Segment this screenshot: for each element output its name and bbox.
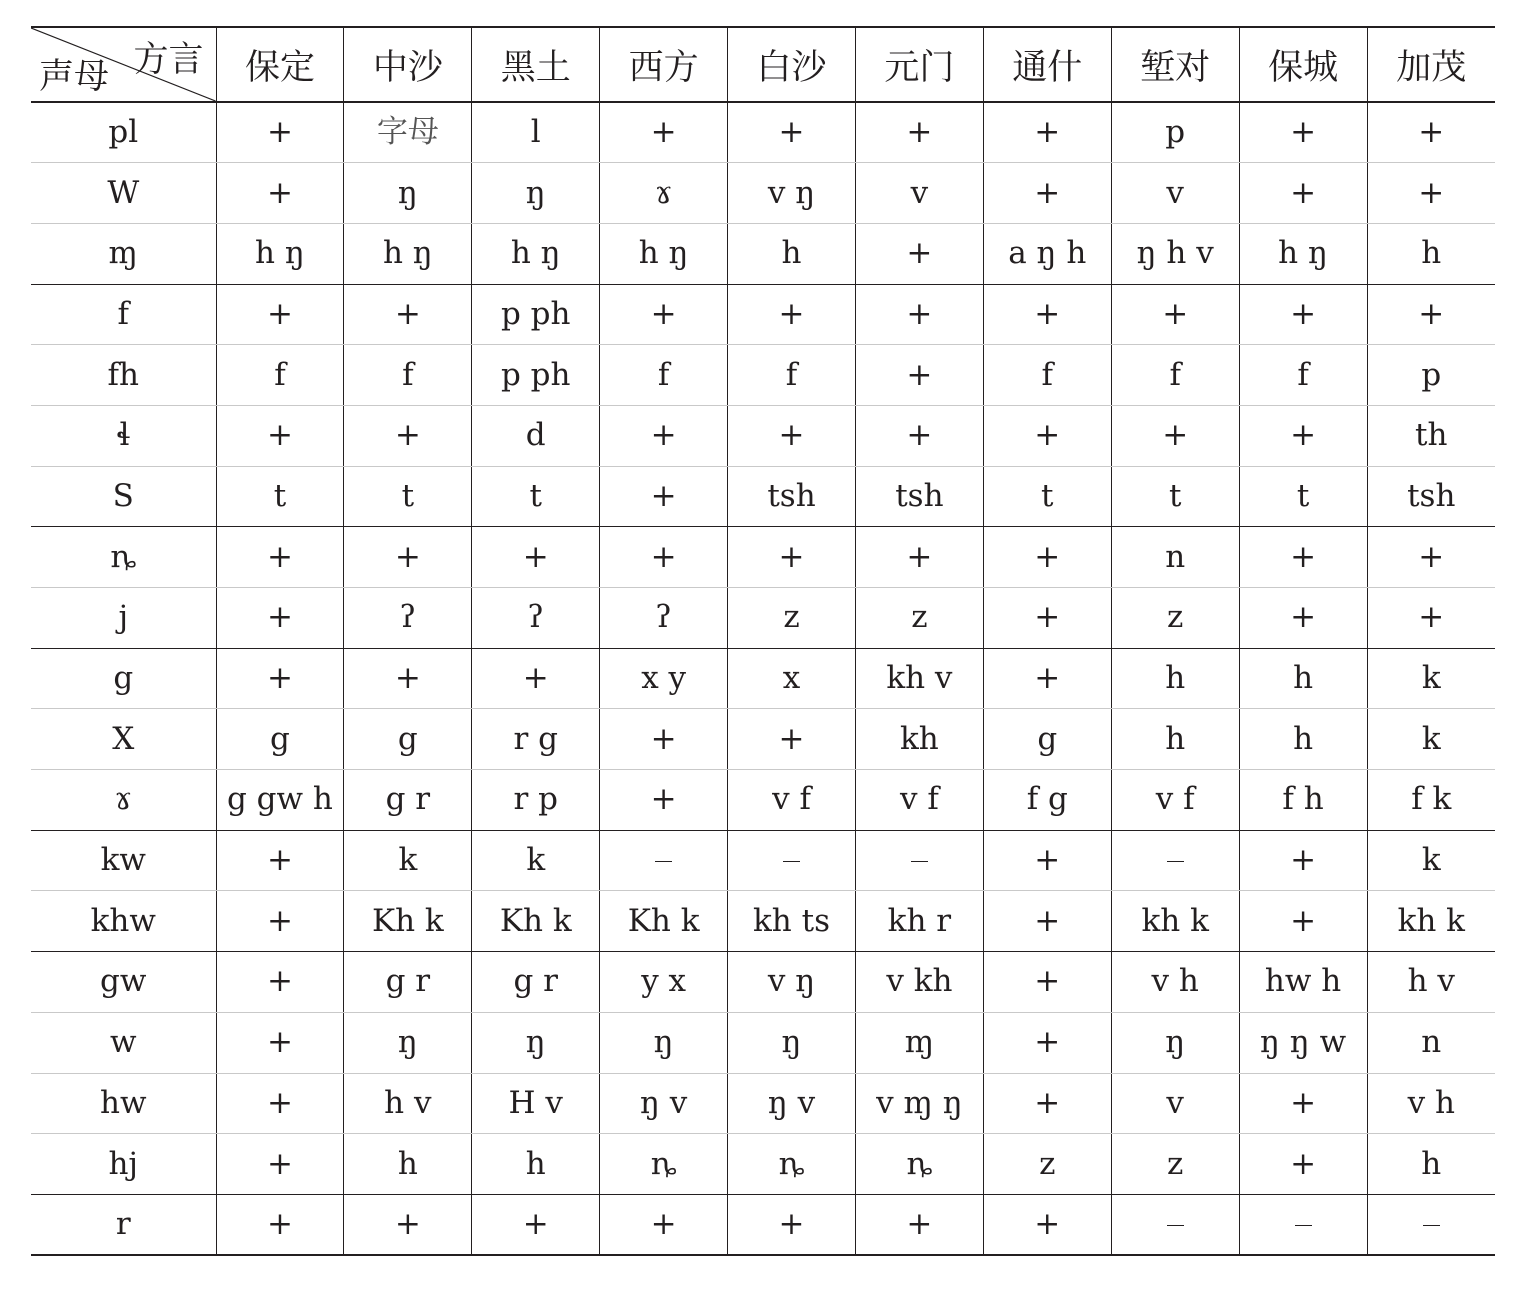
- reflex-cell: +: [216, 830, 344, 891]
- reflex-cell: ŋ v: [728, 1073, 856, 1134]
- reflex-cell: [1111, 830, 1239, 891]
- reflex-cell: +: [728, 709, 856, 770]
- reflex-cell: [1239, 1194, 1367, 1255]
- reflex-cell: +: [1239, 891, 1367, 952]
- reflex-cell: +: [600, 102, 728, 163]
- reflex-cell: r p: [472, 770, 600, 831]
- table-row: [31, 952, 1495, 1013]
- reflex-cell: t: [1239, 466, 1367, 527]
- reflex-cell: +: [344, 405, 472, 466]
- initials-comparison-table: [31, 26, 1495, 1256]
- reflex-cell: +: [600, 284, 728, 345]
- initial-cell: X: [31, 709, 216, 770]
- reflex-cell: f k: [1367, 770, 1495, 831]
- dash-mark: [911, 861, 928, 862]
- reflex-cell: +: [600, 466, 728, 527]
- reflex-cell: +: [855, 345, 983, 406]
- reflex-cell: +: [1239, 1073, 1367, 1134]
- reflex-cell: Kh k: [472, 891, 600, 952]
- table-row: [31, 770, 1495, 831]
- reflex-cell: +: [216, 1194, 344, 1255]
- reflex-cell: +: [728, 1194, 856, 1255]
- reflex-cell: +: [855, 527, 983, 588]
- reflex-cell: h: [1111, 709, 1239, 770]
- reflex-cell: g r: [344, 770, 472, 831]
- reflex-cell: +: [1367, 527, 1495, 588]
- dialect-header: 黑土: [472, 27, 600, 102]
- reflex-cell: f: [216, 345, 344, 406]
- reflex-cell: r g: [472, 709, 600, 770]
- reflex-cell: z: [1111, 1134, 1239, 1195]
- reflex-cell: +: [1239, 163, 1367, 224]
- reflex-cell: +: [1367, 588, 1495, 649]
- table-header: [31, 27, 1495, 102]
- reflex-cell: +: [983, 1012, 1111, 1073]
- dash-mark: [655, 861, 672, 862]
- reflex-cell: kh ts: [728, 891, 856, 952]
- reflex-cell: +: [216, 527, 344, 588]
- reflex-cell: p ph: [472, 345, 600, 406]
- dash-mark: [783, 861, 800, 862]
- reflex-cell: ɱ: [855, 1012, 983, 1073]
- reflex-cell: t: [983, 466, 1111, 527]
- reflex-cell: +: [600, 405, 728, 466]
- reflex-cell: +: [1111, 284, 1239, 345]
- reflex-cell: hw h: [1239, 952, 1367, 1013]
- dialect-header: 保城: [1239, 27, 1367, 102]
- reflex-cell: +: [600, 527, 728, 588]
- reflex-cell: [855, 830, 983, 891]
- reflex-cell: ŋ: [1111, 1012, 1239, 1073]
- table-row: [31, 588, 1495, 649]
- reflex-cell: n: [1367, 1012, 1495, 1073]
- reflex-cell: +: [1239, 588, 1367, 649]
- reflex-cell: h ŋ: [600, 223, 728, 284]
- reflex-cell: +: [216, 648, 344, 709]
- reflex-cell: v h: [1367, 1073, 1495, 1134]
- reflex-cell: +: [1239, 830, 1367, 891]
- initial-cell: gw: [31, 952, 216, 1013]
- reflex-cell: ʔ: [344, 588, 472, 649]
- reflex-cell: +: [728, 102, 856, 163]
- reflex-cell: [600, 830, 728, 891]
- reflex-cell: ȵ: [728, 1134, 856, 1195]
- table-row: [31, 830, 1495, 891]
- reflex-cell: ŋ h v: [1111, 223, 1239, 284]
- initial-cell: ɱ: [31, 223, 216, 284]
- reflex-cell: h v: [344, 1073, 472, 1134]
- initial-cell: w: [31, 1012, 216, 1073]
- reflex-cell: z: [1111, 588, 1239, 649]
- reflex-cell: v h: [1111, 952, 1239, 1013]
- reflex-cell: +: [600, 1194, 728, 1255]
- table-row: [31, 345, 1495, 406]
- table-row: [31, 648, 1495, 709]
- reflex-cell: f g: [983, 770, 1111, 831]
- table-row: [31, 223, 1495, 284]
- reflex-cell: z: [855, 588, 983, 649]
- initial-cell: khw: [31, 891, 216, 952]
- reflex-cell: ŋ ŋ w: [1239, 1012, 1367, 1073]
- corner-label-dialect: 方言: [133, 40, 204, 80]
- initial-cell: j: [31, 588, 216, 649]
- reflex-cell: g: [344, 709, 472, 770]
- table-row: [31, 709, 1495, 770]
- reflex-cell: +: [216, 1134, 344, 1195]
- reflex-cell: 字母: [344, 102, 472, 163]
- reflex-cell: v kh: [855, 952, 983, 1013]
- reflex-cell: +: [728, 284, 856, 345]
- reflex-cell: +: [855, 405, 983, 466]
- dash-mark: [1423, 1225, 1440, 1226]
- reflex-cell: +: [983, 1194, 1111, 1255]
- reflex-cell: d: [472, 405, 600, 466]
- reflex-cell: +: [983, 830, 1111, 891]
- table-row: [31, 1134, 1495, 1195]
- reflex-cell: z: [728, 588, 856, 649]
- reflex-cell: ŋ: [472, 163, 600, 224]
- reflex-cell: ŋ: [344, 1012, 472, 1073]
- dash-mark: [1167, 861, 1184, 862]
- reflex-cell: kh v: [855, 648, 983, 709]
- reflex-cell: +: [216, 588, 344, 649]
- reflex-cell: h: [1111, 648, 1239, 709]
- reflex-cell: +: [983, 648, 1111, 709]
- reflex-cell: p ph: [472, 284, 600, 345]
- dialect-header: 中沙: [344, 27, 472, 102]
- reflex-cell: +: [728, 527, 856, 588]
- corner-cell: [31, 27, 216, 102]
- reflex-cell: t: [472, 466, 600, 527]
- dialect-header: 堑对: [1111, 27, 1239, 102]
- initial-cell: r: [31, 1194, 216, 1255]
- reflex-cell: t: [1111, 466, 1239, 527]
- reflex-cell: ʔ: [600, 588, 728, 649]
- table-row: [31, 891, 1495, 952]
- reflex-cell: f: [344, 345, 472, 406]
- reflex-cell: +: [216, 163, 344, 224]
- reflex-cell: h: [1367, 1134, 1495, 1195]
- reflex-cell: +: [855, 1194, 983, 1255]
- reflex-cell: n: [1111, 527, 1239, 588]
- reflex-cell: h ŋ: [472, 223, 600, 284]
- dialect-header: 保定: [216, 27, 344, 102]
- reflex-cell: k: [344, 830, 472, 891]
- initial-cell: hw: [31, 1073, 216, 1134]
- reflex-cell: +: [600, 709, 728, 770]
- reflex-cell: a ŋ h: [983, 223, 1111, 284]
- reflex-cell: v ɱ ŋ: [855, 1073, 983, 1134]
- reflex-cell: ȵ: [855, 1134, 983, 1195]
- reflex-cell: g r: [344, 952, 472, 1013]
- initial-cell: fh: [31, 345, 216, 406]
- reflex-cell: x y: [600, 648, 728, 709]
- reflex-cell: l: [472, 102, 600, 163]
- reflex-cell: g gw h: [216, 770, 344, 831]
- reflex-cell: +: [983, 1073, 1111, 1134]
- reflex-cell: f: [1111, 345, 1239, 406]
- reflex-cell: y x: [600, 952, 728, 1013]
- reflex-cell: tsh: [1367, 466, 1495, 527]
- reflex-cell: f: [983, 345, 1111, 406]
- initial-cell: ȵ: [31, 527, 216, 588]
- reflex-cell: +: [344, 1194, 472, 1255]
- reflex-cell: kh: [855, 709, 983, 770]
- reflex-cell: p: [1367, 345, 1495, 406]
- initial-cell: W: [31, 163, 216, 224]
- initial-cell: pl: [31, 102, 216, 163]
- reflex-cell: h: [1239, 709, 1367, 770]
- reflex-cell: h: [728, 223, 856, 284]
- reflex-cell: v: [1111, 1073, 1239, 1134]
- dash-mark: [1295, 1225, 1312, 1226]
- reflex-cell: t: [344, 466, 472, 527]
- reflex-cell: +: [855, 284, 983, 345]
- table-row: [31, 466, 1495, 527]
- reflex-cell: g r: [472, 952, 600, 1013]
- table-row: [31, 405, 1495, 466]
- initial-cell: S: [31, 466, 216, 527]
- initial-cell: f: [31, 284, 216, 345]
- reflex-cell: ŋ: [600, 1012, 728, 1073]
- reflex-cell: +: [1111, 405, 1239, 466]
- dialect-header: 西方: [600, 27, 728, 102]
- reflex-cell: +: [983, 588, 1111, 649]
- reflex-cell: v f: [728, 770, 856, 831]
- reflex-cell: +: [1367, 284, 1495, 345]
- reflex-cell: Kh k: [600, 891, 728, 952]
- reflex-cell: g: [983, 709, 1111, 770]
- reflex-cell: +: [216, 891, 344, 952]
- reflex-cell: +: [855, 102, 983, 163]
- reflex-cell: +: [216, 284, 344, 345]
- reflex-cell: +: [344, 284, 472, 345]
- table-row: [31, 102, 1495, 163]
- reflex-cell: ɤ: [600, 163, 728, 224]
- reflex-cell: f: [600, 345, 728, 406]
- reflex-cell: +: [600, 770, 728, 831]
- dialect-header: 通什: [983, 27, 1111, 102]
- dialect-header: 加茂: [1367, 27, 1495, 102]
- reflex-cell: +: [1239, 527, 1367, 588]
- reflex-cell: [728, 830, 856, 891]
- reflex-cell: +: [1367, 102, 1495, 163]
- reflex-cell: +: [216, 952, 344, 1013]
- reflex-cell: +: [1239, 405, 1367, 466]
- table-row: [31, 1012, 1495, 1073]
- reflex-cell: tsh: [728, 466, 856, 527]
- reflex-cell: p: [1111, 102, 1239, 163]
- reflex-cell: +: [472, 1194, 600, 1255]
- reflex-cell: h: [472, 1134, 600, 1195]
- reflex-cell: v ŋ: [728, 952, 856, 1013]
- reflex-cell: ŋ: [728, 1012, 856, 1073]
- reflex-cell: +: [983, 952, 1111, 1013]
- corner-label-initial: 声母: [39, 57, 110, 97]
- reflex-cell: +: [983, 527, 1111, 588]
- header-row: [31, 27, 1495, 102]
- initial-cell: hj: [31, 1134, 216, 1195]
- reflex-cell: ŋ: [472, 1012, 600, 1073]
- reflex-cell: +: [216, 102, 344, 163]
- reflex-cell: x: [728, 648, 856, 709]
- table-row: [31, 1073, 1495, 1134]
- reflex-cell: +: [344, 527, 472, 588]
- reflex-cell: v f: [1111, 770, 1239, 831]
- reflex-cell: kh r: [855, 891, 983, 952]
- reflex-cell: ʔ: [472, 588, 600, 649]
- reflex-cell: t: [216, 466, 344, 527]
- reflex-cell: h v: [1367, 952, 1495, 1013]
- reflex-cell: +: [983, 102, 1111, 163]
- table-row: [31, 527, 1495, 588]
- reflex-cell: k: [1367, 830, 1495, 891]
- initial-cell: g: [31, 648, 216, 709]
- reflex-cell: h ŋ: [216, 223, 344, 284]
- reflex-cell: +: [983, 284, 1111, 345]
- reflex-cell: H v: [472, 1073, 600, 1134]
- reflex-cell: +: [1239, 1134, 1367, 1195]
- reflex-cell: ŋ: [344, 163, 472, 224]
- table-row: [31, 163, 1495, 224]
- reflex-cell: kh k: [1111, 891, 1239, 952]
- reflex-cell: h ŋ: [1239, 223, 1367, 284]
- reflex-cell: +: [1367, 163, 1495, 224]
- reflex-cell: h: [1367, 223, 1495, 284]
- reflex-cell: f: [728, 345, 856, 406]
- reflex-cell: f h: [1239, 770, 1367, 831]
- table-row: [31, 1194, 1495, 1255]
- reflex-cell: v ŋ: [728, 163, 856, 224]
- dialect-header: 元门: [855, 27, 983, 102]
- reflex-cell: +: [216, 1073, 344, 1134]
- reflex-cell: [1367, 1194, 1495, 1255]
- initial-cell: kw: [31, 830, 216, 891]
- reflex-cell: ŋ v: [600, 1073, 728, 1134]
- reflex-cell: +: [472, 648, 600, 709]
- reflex-cell: +: [344, 648, 472, 709]
- table-row: [31, 284, 1495, 345]
- reflex-cell: +: [983, 405, 1111, 466]
- reflex-cell: g: [216, 709, 344, 770]
- reflex-cell: th: [1367, 405, 1495, 466]
- initial-cell: ɤ: [31, 770, 216, 831]
- table-body: [31, 102, 1495, 1255]
- reflex-cell: Kh k: [344, 891, 472, 952]
- reflex-cell: kh k: [1367, 891, 1495, 952]
- reflex-cell: h ŋ: [344, 223, 472, 284]
- dialect-header: 白沙: [728, 27, 856, 102]
- reflex-cell: v: [1111, 163, 1239, 224]
- reflex-cell: f: [1239, 345, 1367, 406]
- reflex-cell: +: [983, 163, 1111, 224]
- reflex-cell: v: [855, 163, 983, 224]
- reflex-cell: h: [1239, 648, 1367, 709]
- reflex-cell: z: [983, 1134, 1111, 1195]
- reflex-cell: v f: [855, 770, 983, 831]
- reflex-cell: k: [1367, 648, 1495, 709]
- reflex-cell: k: [1367, 709, 1495, 770]
- initial-cell: ɬ: [31, 405, 216, 466]
- reflex-cell: +: [216, 405, 344, 466]
- reflex-cell: h: [344, 1134, 472, 1195]
- reflex-cell: +: [855, 223, 983, 284]
- reflex-cell: +: [728, 405, 856, 466]
- reflex-cell: k: [472, 830, 600, 891]
- reflex-cell: +: [983, 891, 1111, 952]
- reflex-cell: +: [472, 527, 600, 588]
- reflex-cell: tsh: [855, 466, 983, 527]
- reflex-cell: +: [216, 1012, 344, 1073]
- reflex-cell: ȵ: [600, 1134, 728, 1195]
- reflex-cell: +: [1239, 284, 1367, 345]
- reflex-cell: +: [1239, 102, 1367, 163]
- reflex-cell: [1111, 1194, 1239, 1255]
- dash-mark: [1167, 1225, 1184, 1226]
